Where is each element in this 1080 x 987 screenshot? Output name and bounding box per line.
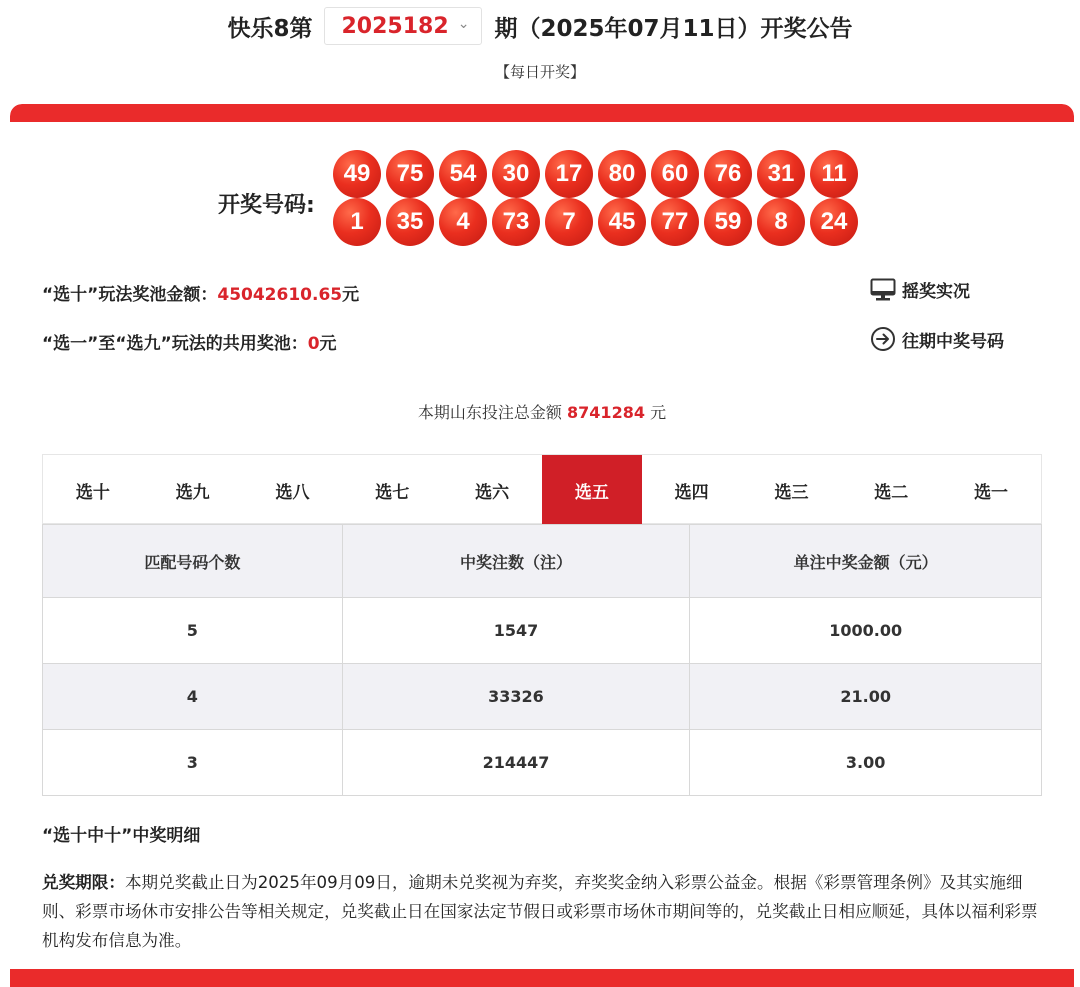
ball-row-1 bbox=[333, 150, 873, 198]
draw-ball: 11 bbox=[810, 150, 858, 198]
tab-2[interactable]: 选九 bbox=[175, 482, 210, 503]
table-row bbox=[43, 730, 1042, 796]
draw-ball: 31 bbox=[757, 150, 805, 198]
draw-ball: 60 bbox=[651, 150, 699, 198]
jackpot-detail-link[interactable]: “选十中十”中奖明细 bbox=[42, 826, 201, 846]
tab-7[interactable]: 选四 bbox=[674, 482, 709, 503]
winners-cell: 1547 bbox=[342, 598, 690, 664]
notice-text: 本期兑奖截止日为2025年09月09日，逾期未兑奖视为弃奖，弃奖奖金纳入彩票公益金。根据《彩票管理条例》及其实施细则、彩票市场休市安排公告等相关规定，兑奖截止日在国家法定节假日或彩票市场休市期间等的，兑奖截止日相应顺延，具体以福利彩票机构发布信息为准。 bbox=[42, 873, 1038, 950]
page-subtitle: 【每日开奖】 bbox=[494, 63, 585, 81]
match-count-cell: 4 bbox=[43, 664, 343, 730]
prize-cell: 3.00 bbox=[690, 730, 1042, 796]
draw-ball: 77 bbox=[651, 198, 699, 246]
column-header-prize: 单注中奖金额（元） bbox=[690, 525, 1042, 598]
play-type-tabs bbox=[42, 454, 1042, 524]
title-suffix: 期（2025年07月11日）开奖公告 bbox=[494, 15, 853, 42]
total-unit: 元 bbox=[650, 403, 667, 422]
match-count-cell: 5 bbox=[43, 598, 343, 664]
live-draw-link[interactable] bbox=[870, 277, 970, 302]
select-ten-pool-label: “选十”玩法奖池金额： bbox=[42, 285, 218, 305]
tab-3[interactable]: 选八 bbox=[275, 482, 310, 503]
draw-balls bbox=[333, 150, 873, 246]
shared-pool-amount: 0 bbox=[307, 334, 320, 354]
title-row bbox=[0, 7, 1080, 45]
tab-6[interactable]: 选五 bbox=[542, 455, 642, 525]
shared-pool-unit: 元 bbox=[319, 334, 337, 354]
chevron-down-icon: ⌄ bbox=[457, 16, 470, 32]
draw-ball: 24 bbox=[810, 198, 858, 246]
winners-cell: 33326 bbox=[342, 664, 690, 730]
issue-number: 2025182 bbox=[341, 13, 449, 39]
select-ten-pool-amount: 45042610.65 bbox=[217, 285, 343, 305]
tab-4[interactable]: 选七 bbox=[375, 482, 410, 503]
column-header-match-count: 匹配号码个数 bbox=[43, 525, 343, 598]
match-count-cell: 3 bbox=[43, 730, 343, 796]
prize-cell: 1000.00 bbox=[690, 598, 1042, 664]
draw-ball: 8 bbox=[757, 198, 805, 246]
shared-pool-label: “选一”至“选九”玩法的共用奖池： bbox=[42, 334, 308, 354]
card-top-bar bbox=[10, 104, 1074, 122]
total-bet-amount bbox=[10, 400, 1074, 423]
draw-ball: 35 bbox=[386, 198, 434, 246]
past-numbers-label: 往期中奖号码 bbox=[902, 331, 1004, 352]
title-prefix: 快乐8第 bbox=[227, 15, 313, 42]
page-header bbox=[0, 0, 1080, 100]
select-ten-pool bbox=[42, 280, 359, 305]
tab-10[interactable]: 选一 bbox=[974, 482, 1009, 503]
live-draw-label: 摇奖实况 bbox=[902, 282, 970, 302]
tab-8[interactable]: 选三 bbox=[774, 482, 809, 503]
draw-ball: 80 bbox=[598, 150, 646, 198]
draw-ball: 49 bbox=[333, 150, 381, 198]
tab-1[interactable]: 选十 bbox=[75, 482, 110, 503]
draw-ball: 17 bbox=[545, 150, 593, 198]
draw-numbers-label: 开奖号码: bbox=[218, 193, 315, 218]
draw-ball: 45 bbox=[598, 198, 646, 246]
prize-cell: 21.00 bbox=[690, 664, 1042, 730]
card-bottom-bar bbox=[10, 969, 1074, 987]
draw-ball: 54 bbox=[439, 150, 487, 198]
shared-pool bbox=[42, 329, 337, 354]
select-ten-pool-unit: 元 bbox=[342, 285, 360, 305]
draw-ball: 76 bbox=[704, 150, 752, 198]
prize-table bbox=[42, 524, 1042, 796]
claim-deadline-notice bbox=[42, 868, 1042, 955]
table-row bbox=[43, 664, 1042, 730]
table-row bbox=[43, 598, 1042, 664]
past-numbers-link[interactable] bbox=[870, 326, 1004, 352]
tab-9[interactable]: 选二 bbox=[874, 482, 909, 503]
draw-ball: 1 bbox=[333, 198, 381, 246]
notice-label: 兑奖期限： bbox=[42, 873, 125, 892]
column-header-winners: 中奖注数（注） bbox=[342, 525, 690, 598]
tab-5[interactable]: 选六 bbox=[475, 482, 510, 503]
draw-ball: 30 bbox=[492, 150, 540, 198]
total-label: 本期山东投注总金额 bbox=[417, 403, 562, 422]
issue-select[interactable] bbox=[324, 7, 482, 45]
table-header-row bbox=[43, 525, 1042, 598]
arrow-circle-right-icon bbox=[870, 326, 896, 352]
draw-ball: 73 bbox=[492, 198, 540, 246]
result-card bbox=[10, 104, 1074, 987]
ball-row-2 bbox=[333, 198, 873, 246]
total-amount: 8741284 bbox=[567, 403, 645, 422]
draw-ball: 59 bbox=[704, 198, 752, 246]
draw-ball: 75 bbox=[386, 150, 434, 198]
draw-ball: 4 bbox=[439, 198, 487, 246]
monitor-icon bbox=[870, 278, 896, 302]
winners-cell: 214447 bbox=[342, 730, 690, 796]
draw-ball: 7 bbox=[545, 198, 593, 246]
